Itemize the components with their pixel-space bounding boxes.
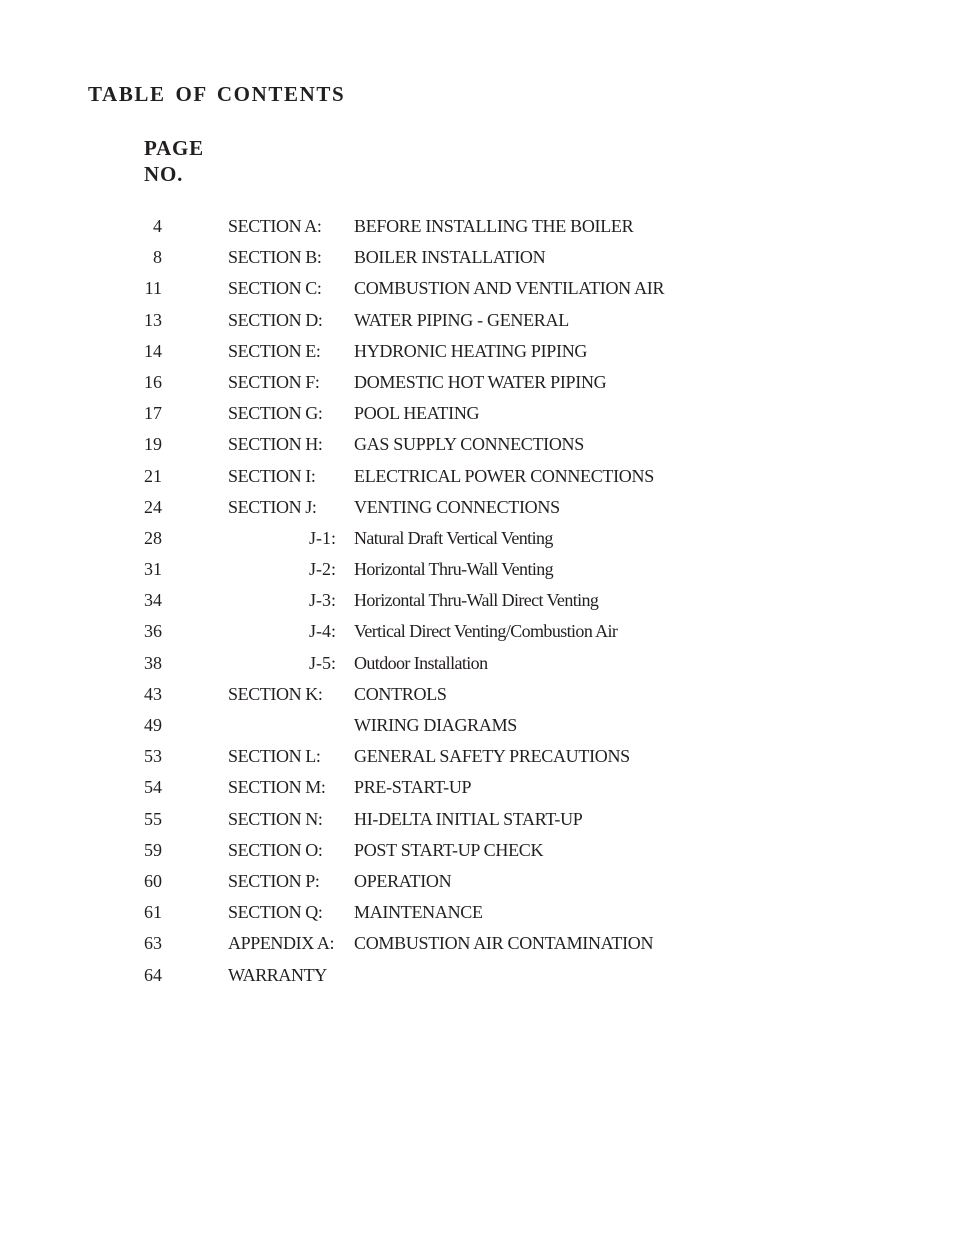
toc-section-label: J-4: [309,621,336,642]
toc-section-label: SECTION B: [228,247,322,268]
toc-section-title: DOMESTIC HOT WATER PIPING [354,371,607,392]
toc-page-number: 59 [144,839,162,860]
toc-entry[interactable] [0,211,954,242]
toc-section-title: Natural Draft Vertical Venting [354,527,553,548]
toc-page-number: 38 [144,652,162,673]
toc-section-label: SECTION Q: [228,902,323,923]
toc-section-label: SECTION E: [228,340,321,361]
toc-section-label: SECTION G: [228,403,323,424]
toc-page-number: 28 [144,527,162,548]
toc-section-title: VENTING CONNECTIONS [354,496,560,517]
toc-entry[interactable] [0,585,954,616]
document-title: TABLE OF CONTENTS [88,82,346,106]
toc-entry[interactable] [0,398,954,429]
toc-entry[interactable] [0,772,954,803]
toc-section-title: WATER PIPING - GENERAL [354,309,569,330]
toc-entry[interactable] [0,305,954,336]
toc-page-number: 43 [144,683,162,704]
toc-page-number: 8 [153,247,162,268]
toc-entry[interactable] [0,960,954,991]
toc-section-title: HYDRONIC HEATING PIPING [354,340,588,361]
toc-page-number: 11 [144,278,162,299]
toc-section-title: POST START-UP CHECK [354,839,544,860]
toc-section-label: SECTION M: [228,777,326,798]
toc-entry[interactable] [0,554,954,585]
toc-section-label: J-1: [309,527,336,548]
page-header-line1: PAGE [144,136,204,160]
toc-page-number: 14 [144,340,162,361]
toc-entry[interactable] [0,648,954,679]
toc-section-label: SECTION D: [228,309,323,330]
toc-entry[interactable] [0,461,954,492]
toc-entry[interactable] [0,429,954,460]
toc-section-label: APPENDIX A: [228,933,335,954]
toc-entry[interactable] [0,928,954,959]
toc-list [0,211,954,991]
toc-entry[interactable] [0,741,954,772]
toc-page-number: 61 [144,902,162,923]
toc-page-number: 16 [144,371,162,392]
toc-section-label: J-3: [309,590,336,611]
toc-page-number: 64 [144,964,162,985]
toc-section-label: J-5: [309,652,336,673]
toc-page-number: 60 [144,870,162,891]
toc-section-title: Horizontal Thru-Wall Venting [354,559,554,580]
toc-page-number: 21 [144,465,162,486]
toc-page-number: 55 [144,808,162,829]
toc-section-title: WIRING DIAGRAMS [354,715,517,735]
toc-page-number: 24 [144,496,162,517]
toc-page-number: 13 [144,309,162,330]
toc-page-number: 49 [144,715,162,735]
toc-entry[interactable] [0,616,954,647]
toc-section-title: COMBUSTION AND VENTILATION AIR [354,278,665,299]
toc-section-title: Horizontal Thru-Wall Direct Venting [354,590,599,611]
toc-page-number: 63 [144,933,162,954]
toc-section-title: Vertical Direct Venting/Combustion Air [354,621,618,642]
toc-entry[interactable] [0,367,954,398]
toc-entry[interactable] [0,804,954,835]
toc-page-number: 53 [144,746,162,767]
toc-section-label: SECTION C: [228,278,322,299]
toc-section-title: ELECTRICAL POWER CONNECTIONS [354,465,654,486]
toc-section-title: OPERATION [354,870,452,891]
toc-section-title: GENERAL SAFETY PRECAUTIONS [354,746,630,767]
toc-page-number: 54 [144,777,162,798]
toc-entry[interactable] [0,242,954,273]
toc-page-number: 19 [144,434,162,455]
toc-entry[interactable] [0,336,954,367]
toc-page-number: 31 [144,559,162,580]
toc-section-title: GAS SUPPLY CONNECTIONS [354,434,584,455]
toc-page-number: 17 [144,403,162,424]
toc-entry[interactable] [0,273,954,304]
toc-page-number: 36 [144,621,162,642]
toc-section-label: J-2: [309,559,336,580]
toc-section-title: CONTROLS [354,683,447,704]
page-number-column-header [144,135,204,187]
toc-entry[interactable] [0,492,954,523]
toc-section-label: SECTION L: [228,746,321,767]
toc-section-label: SECTION F: [228,371,320,392]
toc-entry[interactable] [0,679,954,710]
toc-section-title: COMBUSTION AIR CONTAMINATION [354,933,654,954]
toc-section-title: BOILER INSTALLATION [354,247,546,268]
toc-section-label: SECTION K: [228,683,323,704]
toc-section-title: HI-DELTA INITIAL START-UP [354,808,583,829]
toc-entry[interactable] [0,866,954,897]
toc-section-label: SECTION H: [228,434,323,455]
toc-section-label: SECTION O: [228,839,323,860]
toc-section-title: BEFORE INSTALLING THE BOILER [354,216,634,236]
toc-page-number: 4 [153,216,162,236]
toc-section-label: SECTION N: [228,808,323,829]
page-header-line2: NO. [144,162,184,186]
toc-section-title: MAINTENANCE [354,902,483,923]
toc-entry[interactable] [0,835,954,866]
toc-entry[interactable] [0,523,954,554]
toc-entry[interactable] [0,710,954,741]
toc-section-title: PRE-START-UP [354,777,472,798]
toc-section-label: WARRANTY [228,964,327,985]
toc-section-label: SECTION J: [228,496,317,517]
toc-entry[interactable] [0,897,954,928]
toc-section-label: SECTION P: [228,870,320,891]
toc-page-number: 34 [144,590,162,611]
toc-section-title: POOL HEATING [354,403,480,424]
toc-section-label: SECTION A: [228,216,322,236]
toc-section-label: SECTION I: [228,465,316,486]
toc-section-title: Outdoor Installation [354,652,488,673]
